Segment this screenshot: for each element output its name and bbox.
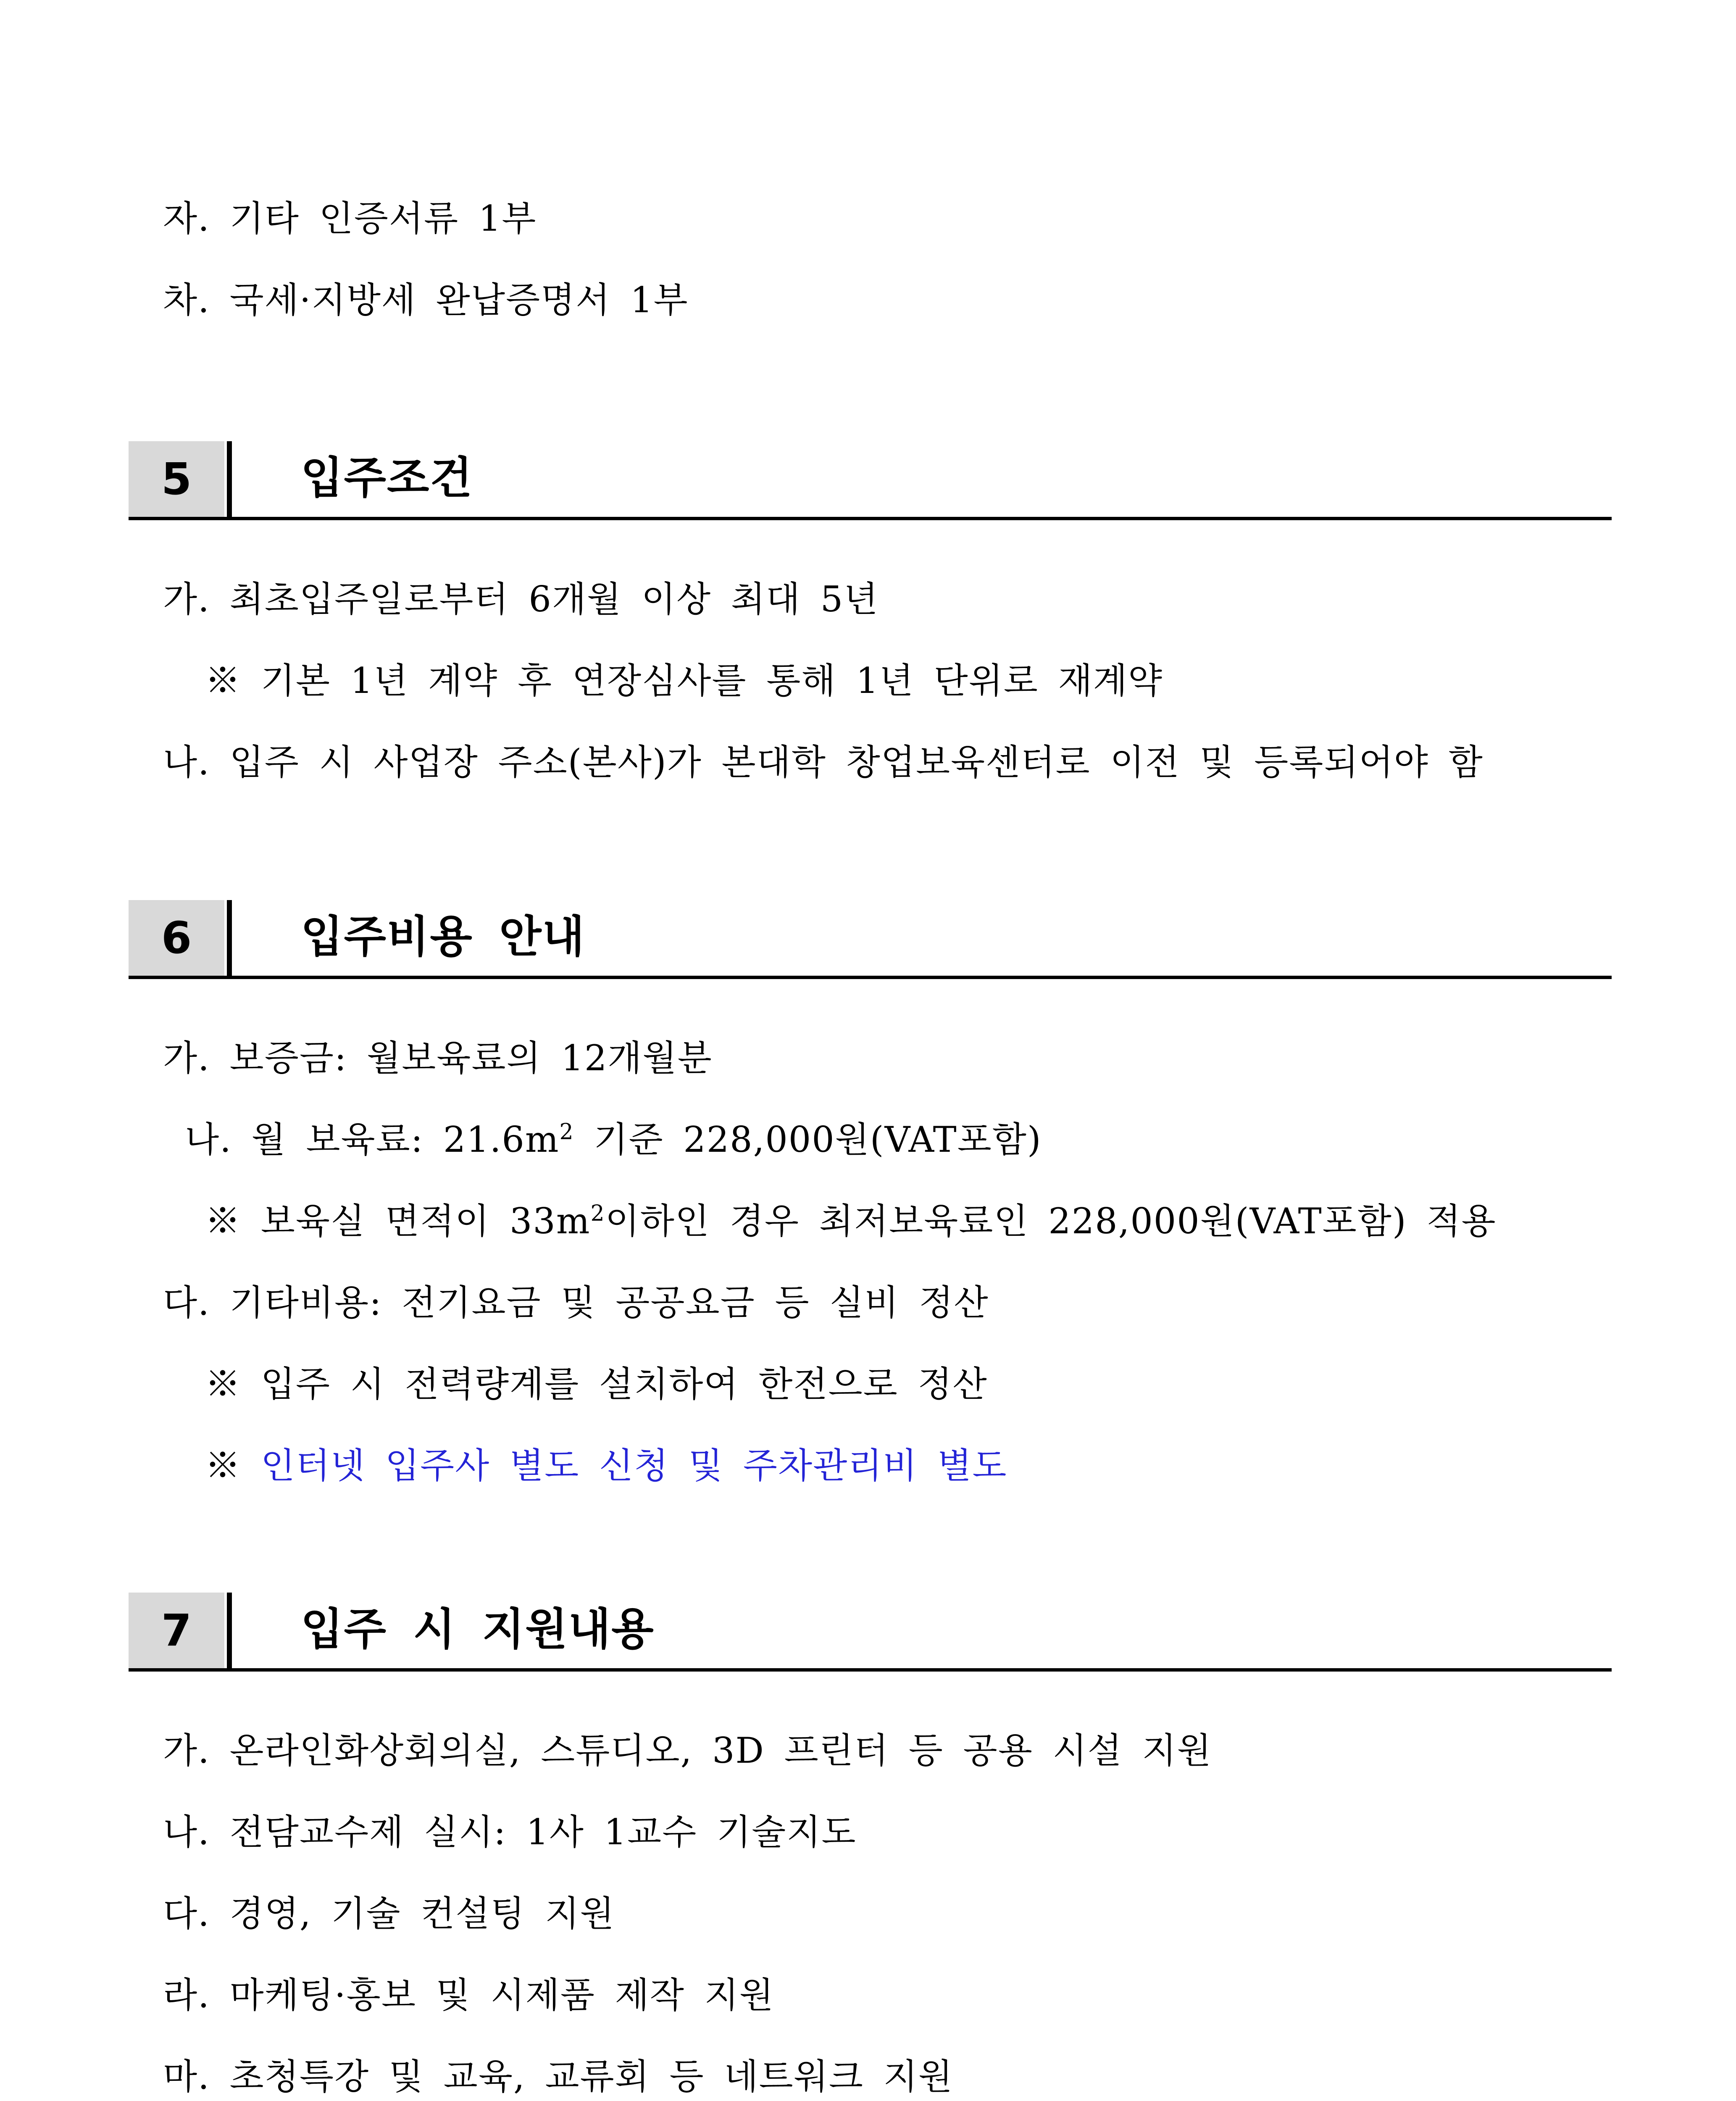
- section-underline: [129, 976, 1612, 979]
- section-title: 입주 시 지원내용: [301, 1603, 655, 1655]
- superscript: 2: [559, 1119, 574, 1145]
- section-7-item-da: 다. 경영, 기술 컨설팅 지원: [163, 1893, 615, 1934]
- section-5-item-ga: 가. 최초입주일로부터 6개월 이상 최대 5년: [163, 579, 879, 620]
- section-5-note-renewal: ※ 기본 1년 계약 후 연장심사를 통해 1년 단위로 재계약: [205, 660, 1163, 701]
- section-underline: [129, 1668, 1612, 1672]
- superscript: 2: [590, 1201, 605, 1226]
- section-underline: [129, 517, 1612, 520]
- list-item-ja: [163, 197, 537, 240]
- list-item-text: 기타 인증서류 1부: [229, 198, 537, 239]
- section-7-item-ra: 라. 마케팅·홍보 및 시제품 제작 지원: [163, 1975, 774, 2016]
- section-divider: [227, 900, 232, 979]
- section-6-item-da: 다. 기타비용: 전기요금 및 공공요금 등 실비 정산: [163, 1282, 989, 1323]
- section-6-item-na: [185, 1119, 1042, 1161]
- section-6-note-power: ※ 입주 시 전력량계를 설치하여 한전으로 정산: [205, 1364, 988, 1405]
- section-number-badge: 5: [129, 441, 224, 517]
- fee-text-before: 나. 월 보육료: 21.6m: [185, 1119, 560, 1160]
- note-text-after: 이하인 경우 최저보육료인 228,000원(VAT포함) 적용: [605, 1201, 1497, 1242]
- note-text-before: ※ 보육실 면적이 33m: [205, 1201, 591, 1242]
- section-6-note-area: [205, 1200, 1497, 1242]
- section-number-badge: 7: [129, 1593, 224, 1668]
- section-title: 입주비용 안내: [301, 911, 585, 962]
- section-5-header: [129, 441, 1612, 521]
- note-mark: ※: [205, 1445, 261, 1486]
- list-item-cha: [163, 279, 689, 321]
- section-divider: [227, 1593, 232, 1672]
- section-6-item-ga: 가. 보증금: 월보육료의 12개월분: [163, 1037, 713, 1079]
- list-item-prefix: 자.: [163, 198, 210, 239]
- list-item-prefix: 차.: [163, 279, 210, 321]
- section-7-item-ma: 마. 초청특강 및 교육, 교류회 등 네트워크 지원: [163, 2056, 953, 2097]
- section-7-item-na: 나. 전담교수제 실시: 1사 1교수 기술지도: [163, 1811, 857, 1853]
- section-7-header: [129, 1593, 1612, 1672]
- fee-text-after: 기준 228,000원(VAT포함): [574, 1119, 1042, 1160]
- section-6-header: [129, 900, 1612, 980]
- section-divider: [227, 441, 232, 520]
- list-item-text: 국세·지방세 완납증명서 1부: [229, 279, 689, 321]
- section-6-note-internet: [205, 1445, 1007, 1487]
- note-internet-text: 인터넷 입주사 별도 신청 및 주차관리비 별도: [260, 1445, 1007, 1486]
- section-7-item-ga: 가. 온라인화상회의실, 스튜디오, 3D 프린터 등 공용 시설 지원: [163, 1730, 1212, 1771]
- section-number-badge: 6: [129, 900, 224, 976]
- section-title: 입주조건: [301, 452, 473, 503]
- section-5-item-na: 나. 입주 시 사업장 주소(본사)가 본대학 창업보육센터로 이전 및 등록되어야 함: [163, 742, 1483, 783]
